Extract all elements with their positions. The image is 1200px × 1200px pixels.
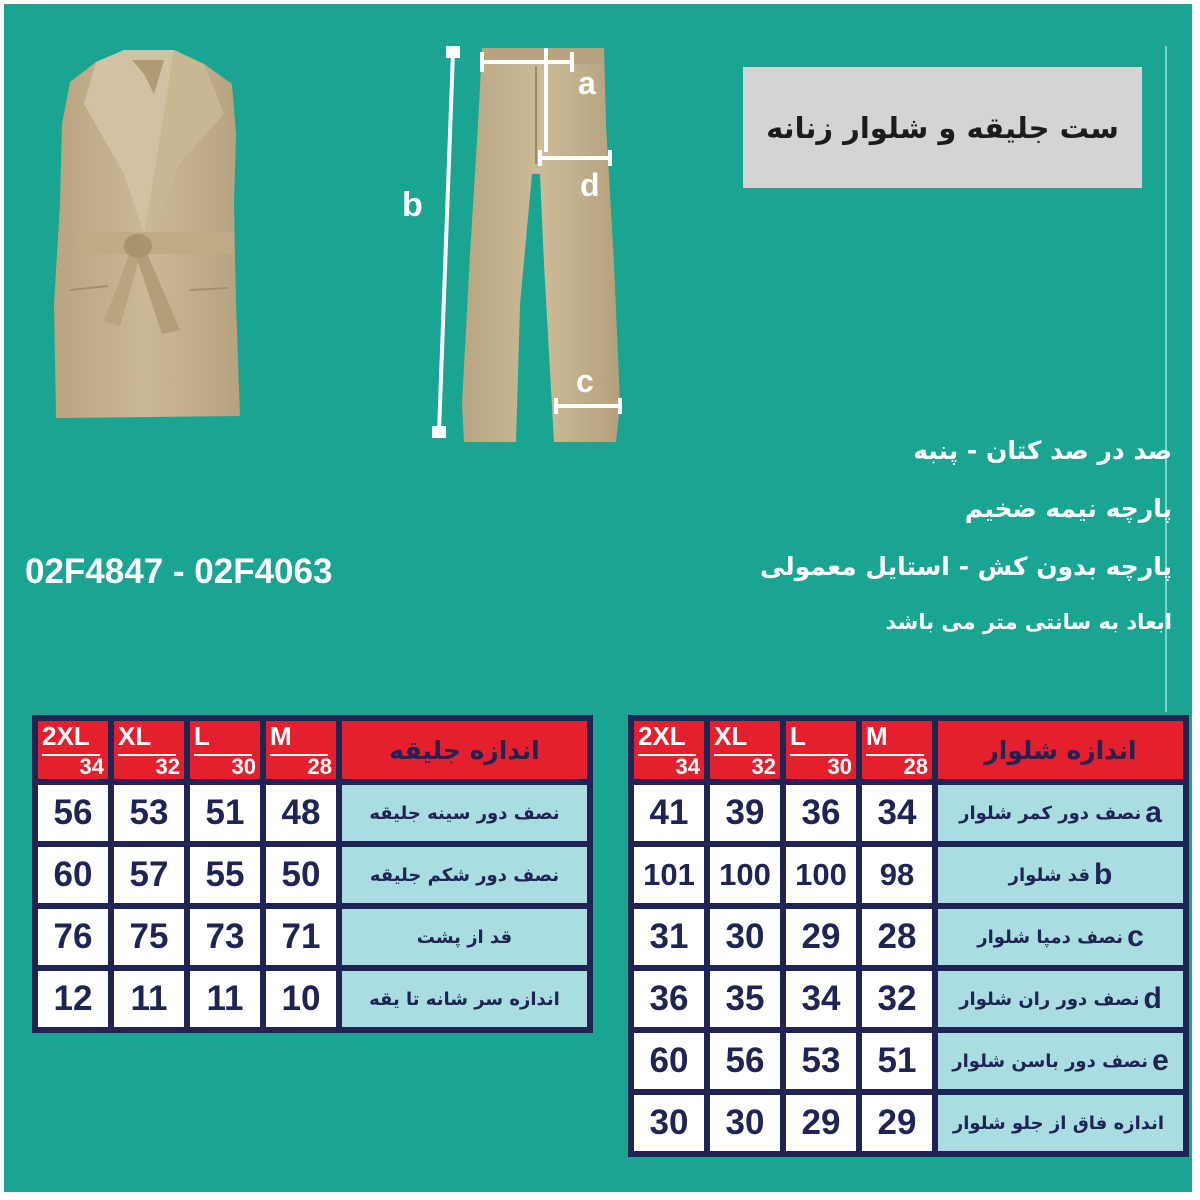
pants-row-label: [938, 847, 1183, 903]
vest-value: 55: [190, 847, 260, 903]
pants-value: 32: [862, 971, 932, 1027]
vest-size-2xl: 2XL 34: [38, 721, 108, 779]
vest-value: 60: [38, 847, 108, 903]
pants-value: 30: [710, 909, 780, 965]
dim-b-top-cap: [446, 46, 460, 58]
pants-size-2xl: 2XL 34: [634, 721, 704, 779]
vest-value: 48: [266, 785, 336, 841]
pants-value: 30: [634, 1095, 704, 1151]
pants-value: 101: [634, 847, 704, 903]
pants-value: 30: [710, 1095, 780, 1151]
pants-value: 34: [862, 785, 932, 841]
product-title: ست جلیقه و شلوار زنانه: [766, 110, 1119, 145]
vest-value: 10: [266, 971, 336, 1027]
size-chart-page: [4, 4, 1192, 1192]
row-marker: b: [1094, 858, 1113, 891]
dim-label-c: c: [576, 363, 594, 399]
pants-value: 36: [634, 971, 704, 1027]
vest-image: [54, 50, 240, 418]
vest-value: 53: [114, 785, 184, 841]
vest-value: 57: [114, 847, 184, 903]
table-row: [38, 909, 587, 965]
pants-row-label: [938, 1033, 1183, 1089]
table-row: [634, 971, 1183, 1027]
row-marker: e: [1152, 1044, 1169, 1077]
dim-label-b: b: [402, 186, 423, 224]
vest-value: 75: [114, 909, 184, 965]
pants-value: 31: [634, 909, 704, 965]
dim-b-bottom-cap: [432, 426, 446, 438]
row-marker: d: [1143, 982, 1162, 1015]
product-code: 02F4847 - 02F4063: [25, 552, 333, 591]
pants-size-table: [628, 715, 1189, 1157]
fabric-weight: پارچه نیمه ضخیم: [964, 494, 1172, 523]
dim-label-d: d: [580, 167, 600, 203]
pants-value: 100: [786, 847, 856, 903]
pants-value: 39: [710, 785, 780, 841]
pants-value: 51: [862, 1033, 932, 1089]
pants-value: 35: [710, 971, 780, 1027]
row-label-text: نصف دور ران شلوار: [959, 989, 1140, 1010]
vest-size-table: [32, 715, 593, 1033]
table-row: [38, 785, 587, 841]
pants-value: 100: [710, 847, 780, 903]
pants-row-label: [938, 971, 1183, 1027]
pants-value: 56: [710, 1033, 780, 1089]
pants-value: 29: [786, 1095, 856, 1151]
vest-value: 12: [38, 971, 108, 1027]
fabric-style: پارچه بدون کش - استایل معمولی: [760, 552, 1172, 581]
product-title-box: [743, 67, 1142, 188]
row-label-text: نصف دور باسن شلوار: [952, 1051, 1149, 1072]
row-label-text: اندازه فاق از جلو شلوار: [952, 1113, 1165, 1134]
pants-row-label: [938, 909, 1183, 965]
vest-value: 71: [266, 909, 336, 965]
row-marker: a: [1145, 796, 1162, 829]
table-row: [634, 1095, 1183, 1151]
vest-value: 76: [38, 909, 108, 965]
table-row: [634, 1033, 1183, 1089]
vest-row-label: نصف دور شکم جلیقه: [342, 847, 587, 903]
units-note: ابعاد به سانتی متر می باشد: [885, 610, 1172, 634]
vest-value: 11: [114, 971, 184, 1027]
pants-value: 36: [786, 785, 856, 841]
pants-value: 60: [634, 1033, 704, 1089]
vest-size-xl: XL 32: [114, 721, 184, 779]
table-row: [634, 909, 1183, 965]
vest-value: 73: [190, 909, 260, 965]
fabric-description: صد در صد کتان - پنبه: [913, 436, 1172, 465]
pants-image: [462, 48, 620, 442]
vest-header-row: [38, 721, 587, 779]
vest-table-title: اندازه جلیقه: [342, 721, 587, 779]
row-marker: c: [1127, 920, 1144, 953]
pants-value: 28: [862, 909, 932, 965]
dim-label-a: a: [578, 65, 596, 101]
vest-value: 51: [190, 785, 260, 841]
pants-value: 98: [862, 847, 932, 903]
vest-row-label: قد از پشت: [342, 909, 587, 965]
row-label-text: نصف دمپا شلوار: [977, 927, 1124, 948]
pants-size-l: L 30: [786, 721, 856, 779]
pants-size-m: M 28: [862, 721, 932, 779]
pants-table-title: اندازه شلوار: [938, 721, 1183, 779]
pants-value: 29: [786, 909, 856, 965]
row-label-text: نصف دور کمر شلوار: [959, 803, 1142, 824]
vest-row-label: نصف دور سینه جلیقه: [342, 785, 587, 841]
vest-row-label: اندازه سر شانه تا یقه: [342, 971, 587, 1027]
pants-header-row: [634, 721, 1183, 779]
vest-value: 56: [38, 785, 108, 841]
vest-value: 50: [266, 847, 336, 903]
pants-row-label: [938, 785, 1183, 841]
vest-value: 11: [190, 971, 260, 1027]
vest-size-m: M 28: [266, 721, 336, 779]
pants-value: 34: [786, 971, 856, 1027]
pants-value: 29: [862, 1095, 932, 1151]
pants-value: 53: [786, 1033, 856, 1089]
pants-row-label: [938, 1095, 1183, 1151]
table-row: [38, 847, 587, 903]
vest-size-l: L 30: [190, 721, 260, 779]
pants-size-xl: XL 32: [710, 721, 780, 779]
table-row: [634, 785, 1183, 841]
table-row: [634, 847, 1183, 903]
row-label-text: قد شلوار: [1008, 865, 1090, 886]
pants-value: 41: [634, 785, 704, 841]
table-row: [38, 971, 587, 1027]
